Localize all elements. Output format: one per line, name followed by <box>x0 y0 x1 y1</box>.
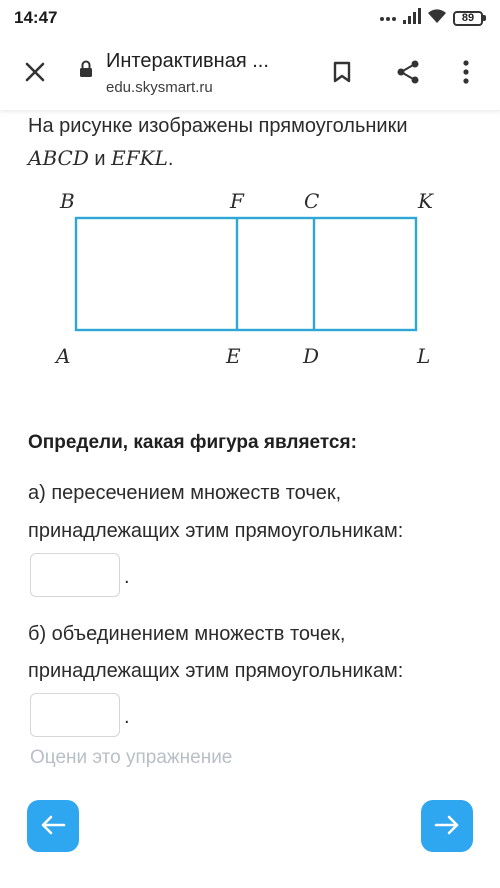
part-a-line-2: принадлежащих этим прямоугольникам: <box>28 520 404 542</box>
vertex-label-a: A <box>56 344 71 368</box>
intro-conjunction: и <box>88 148 112 170</box>
close-button[interactable] <box>18 56 52 90</box>
part-b-answer-input[interactable] <box>30 693 120 737</box>
browser-toolbar <box>0 36 500 110</box>
status-time: 14:47 <box>14 8 58 27</box>
arrow-left-icon <box>39 814 67 839</box>
vertex-label-e: E <box>226 344 241 368</box>
intro-text: На рисунке изображены прямоугольники <box>28 115 408 137</box>
question-heading: Определи, какая фигура является: <box>28 432 357 453</box>
vertex-label-b: B <box>60 189 75 213</box>
bookmark-button[interactable] <box>326 56 358 90</box>
more-vert-icon <box>463 60 469 87</box>
back-button[interactable] <box>27 800 79 852</box>
rect-efkl-label: EFKL <box>111 146 168 170</box>
lock-icon <box>78 59 94 79</box>
part-a-answer-input[interactable] <box>30 553 120 597</box>
rectangles-figure <box>0 186 500 386</box>
vertex-label-k: K <box>418 189 433 213</box>
battery-icon <box>453 11 486 26</box>
part-b-period: . <box>124 706 130 728</box>
dots-icon <box>379 9 397 27</box>
part-a-line-1: а) пересечением множеств точек, <box>28 482 342 504</box>
status-bar <box>0 0 500 36</box>
arrow-right-icon <box>433 814 461 839</box>
part-b-line-2: принадлежащих этим прямоугольникам: <box>28 660 404 682</box>
exercise-content <box>0 110 500 888</box>
intro-period: . <box>167 148 174 170</box>
rect-abcd-label: ABCD <box>28 146 89 170</box>
part-b-line-1: б) объединением множеств точек, <box>28 623 346 645</box>
intro-rectangles <box>28 142 408 175</box>
page-url[interactable]: edu.skysmart.ru <box>106 79 213 96</box>
vertex-label-c: C <box>304 189 320 213</box>
bookmark-icon <box>333 61 351 86</box>
outer-rectangle <box>76 218 416 330</box>
exercise-intro <box>28 110 408 175</box>
status-icons <box>379 8 486 29</box>
wifi-icon <box>427 8 447 29</box>
next-button[interactable] <box>421 800 473 852</box>
share-icon <box>395 59 421 88</box>
more-button[interactable] <box>456 56 476 90</box>
battery-level: 89 <box>453 11 483 26</box>
part-a-period: . <box>124 566 130 588</box>
page-title: Интерактивная ... <box>106 50 269 72</box>
vertex-label-l: L <box>417 344 431 368</box>
share-button[interactable] <box>391 56 425 90</box>
close-icon <box>24 61 46 86</box>
signal-icon <box>403 8 421 29</box>
vertex-label-d: D <box>303 344 320 368</box>
vertex-label-f: F <box>230 189 244 213</box>
rate-exercise-label[interactable]: Оцени это упражнение <box>30 747 233 768</box>
